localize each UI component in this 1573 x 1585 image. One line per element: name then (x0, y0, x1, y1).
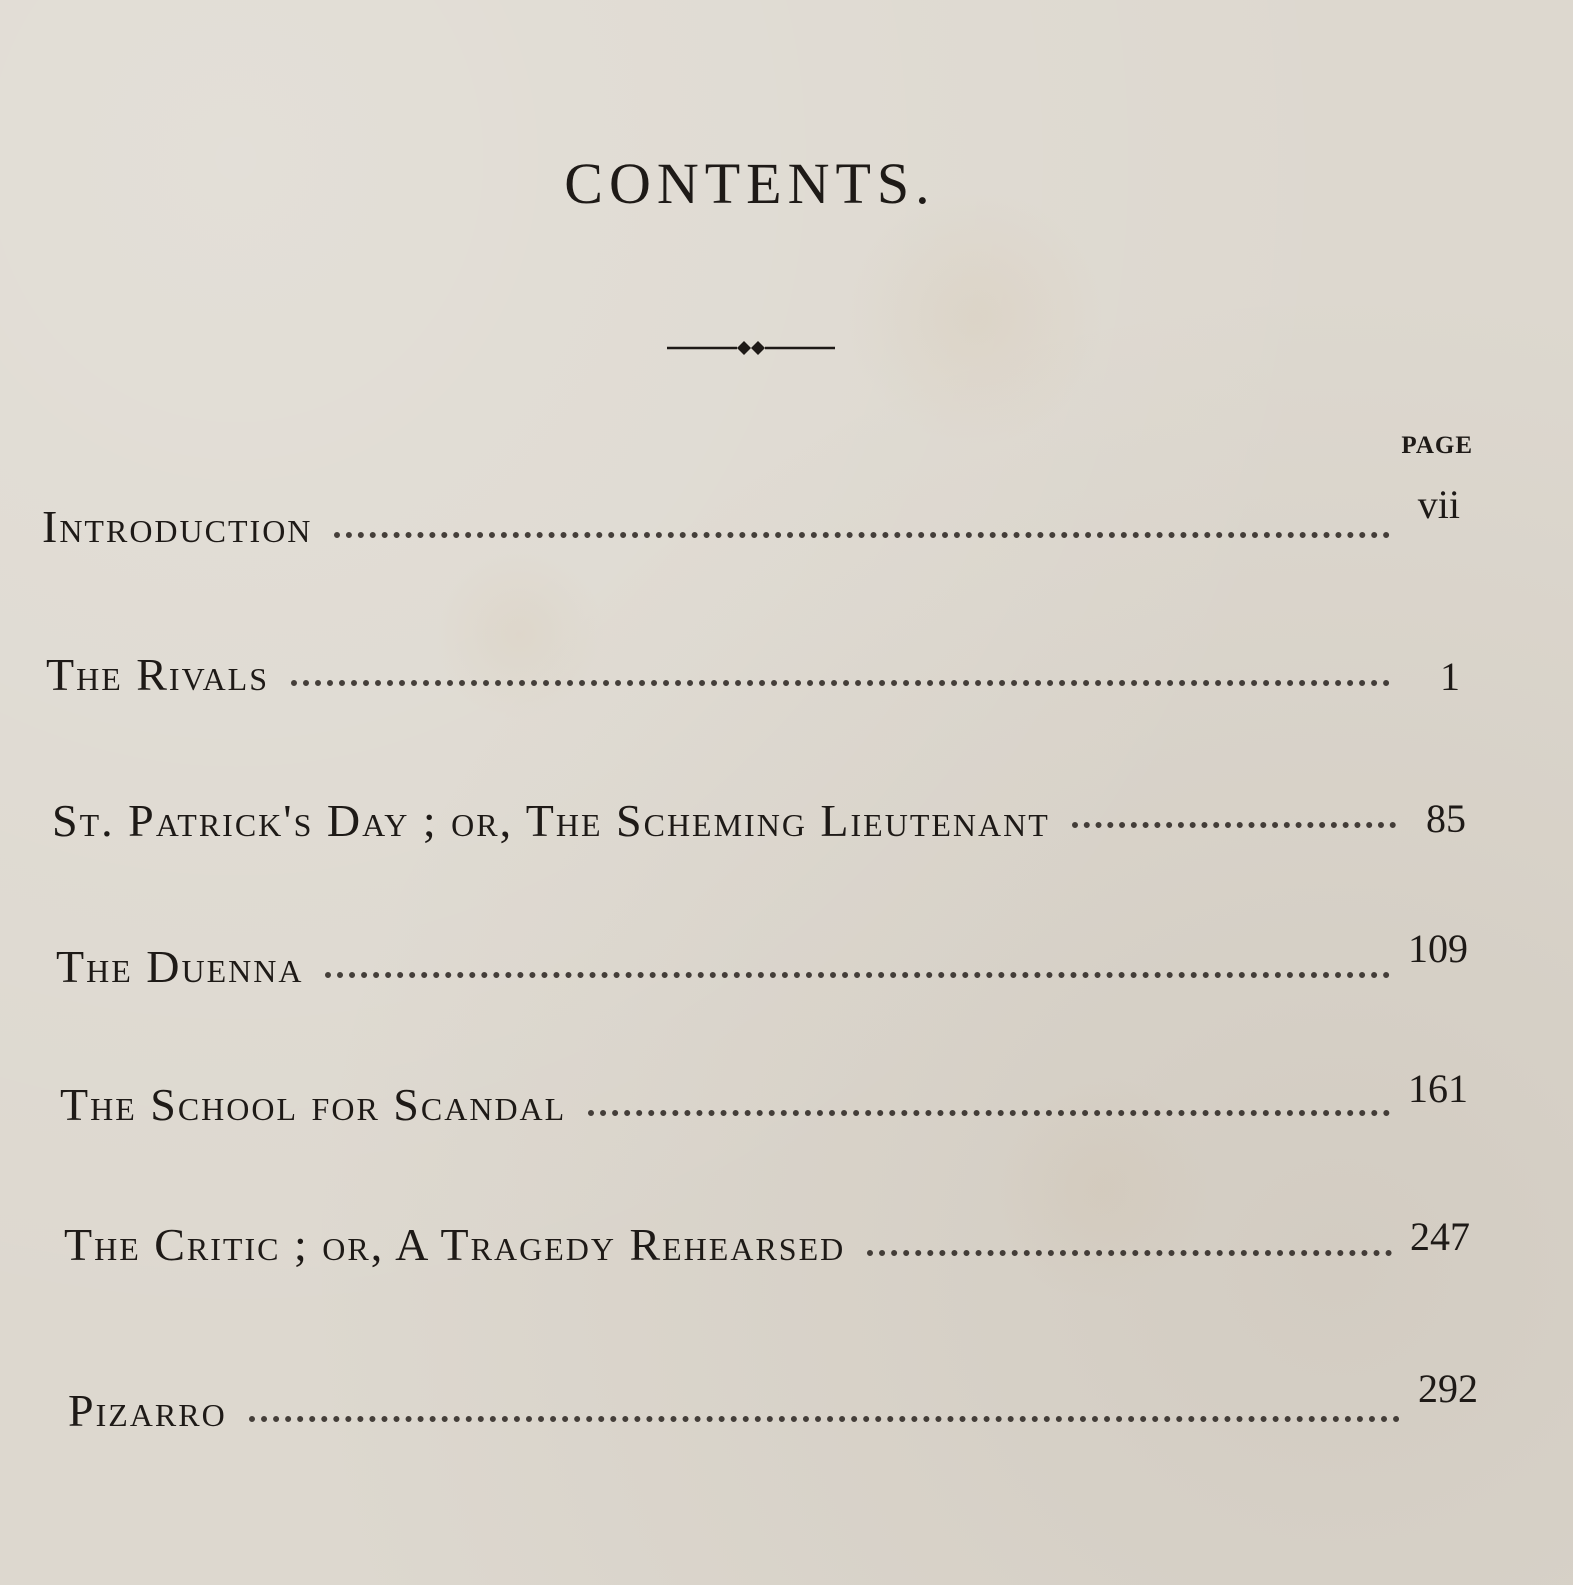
toc-entry-title: The Critic ; or, A Tragedy Rehearsed (64, 1219, 846, 1270)
dot-leader (1072, 822, 1396, 828)
dot-leader (291, 680, 1390, 686)
toc-entry-page: 85 (1426, 796, 1466, 841)
dot-leader (867, 1250, 1392, 1256)
toc-entry-the-duenna (56, 926, 1468, 1000)
toc-entry-introduction (42, 482, 1460, 560)
toc-entry-the-rivals (46, 648, 1460, 708)
toc-entry-page: 247 (1410, 1214, 1470, 1259)
toc-entry-title: St. Patrick's Day ; or, The Scheming Lieutenant (52, 795, 1050, 846)
toc-entry-title: Pizarro (68, 1385, 227, 1436)
toc-entry-page: 161 (1408, 1066, 1468, 1111)
contents-heading: CONTENTS. (564, 151, 936, 216)
toc-entry-page: 109 (1408, 926, 1468, 971)
toc-entry-pizarro (68, 1366, 1478, 1444)
toc-entry-page: 292 (1418, 1366, 1478, 1411)
toc-entry-title: Introduction (42, 501, 313, 552)
dot-leader (334, 532, 1390, 538)
toc-entry-the-critic (64, 1214, 1470, 1278)
toc-entry-page: 1 (1440, 654, 1460, 699)
toc-entry-school-for-scandal (60, 1066, 1468, 1138)
toc-entry-st-patricks-day (52, 790, 1466, 850)
toc-entry-page: vii (1417, 482, 1460, 527)
dot-leader (325, 972, 1390, 978)
toc-entry-title: The School for Scandal (60, 1079, 567, 1130)
dot-leader (588, 1110, 1390, 1116)
toc-entry-title: The Rivals (46, 649, 270, 700)
page-column-label: PAGE (1401, 432, 1473, 459)
dot-leader (249, 1416, 1400, 1422)
toc-entry-title: The Duenna (56, 941, 304, 992)
